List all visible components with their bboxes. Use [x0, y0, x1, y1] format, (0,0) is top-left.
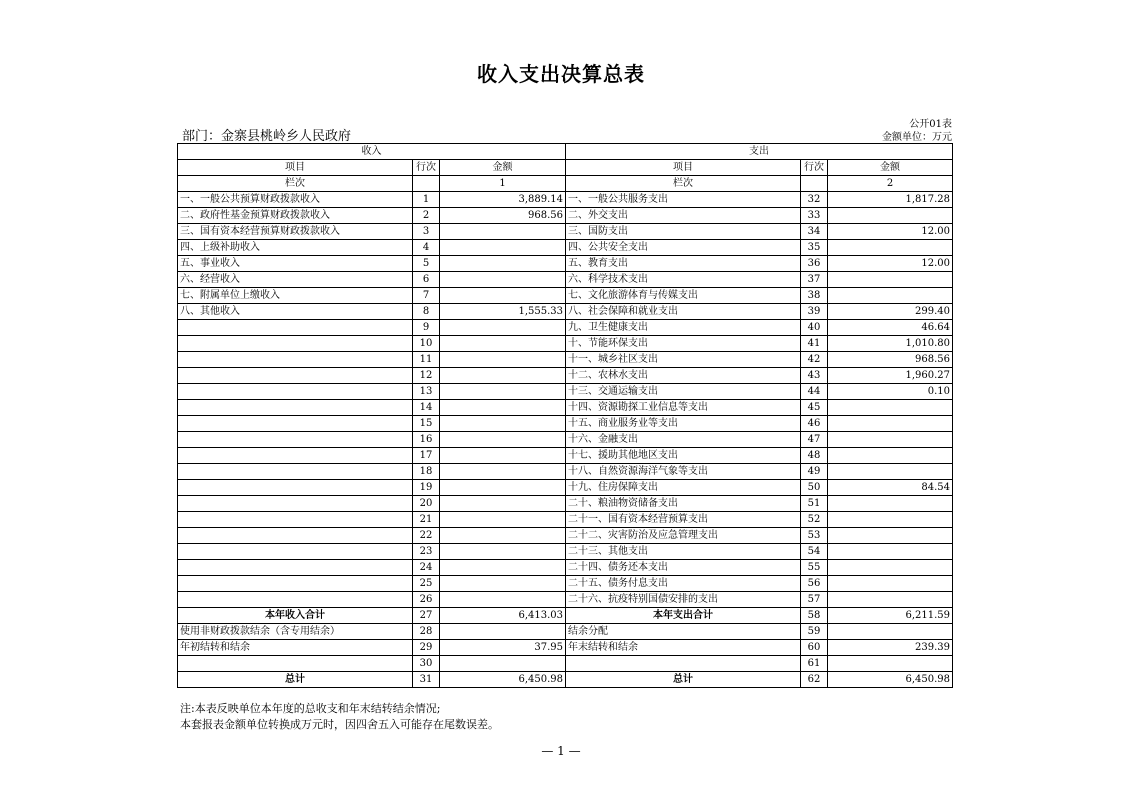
expense-line-cell: 41	[801, 336, 828, 352]
income-item-cell	[178, 480, 413, 496]
expense-amount-cell: 12.00	[828, 256, 953, 272]
table-row	[178, 512, 953, 528]
income-amount-cell: 3,889.14	[440, 192, 566, 208]
income-item-cell: 六、经营收入	[178, 272, 413, 288]
income-amount-cell	[440, 320, 566, 336]
income-amount-cell	[440, 656, 566, 672]
expense-item-header: 项目	[566, 160, 801, 176]
income-item-header: 项目	[178, 160, 413, 176]
income-amount-cell	[440, 384, 566, 400]
expense-item-cell: 二十二、灾害防治及应急管理支出	[566, 528, 801, 544]
expense-amount-cell	[828, 272, 953, 288]
table-row	[178, 272, 953, 288]
expense-item-cell: 十七、援助其他地区支出	[566, 448, 801, 464]
expense-item-cell: 十五、商业服务业等支出	[566, 416, 801, 432]
table-row	[178, 464, 953, 480]
income-amount-cell: 6,450.98	[440, 672, 566, 688]
expense-amount-cell	[828, 448, 953, 464]
expense-item-cell: 二、外交支出	[566, 208, 801, 224]
department-label: 部门：金寨县桃岭乡人民政府	[182, 129, 352, 144]
expense-item-cell: 十一、城乡社区支出	[566, 352, 801, 368]
income-item-cell	[178, 496, 413, 512]
expense-item-cell: 二十三、其他支出	[566, 544, 801, 560]
income-col-blank	[413, 176, 440, 192]
income-line-cell: 30	[413, 656, 440, 672]
income-col-label: 栏次	[178, 176, 413, 192]
expense-item-cell: 十八、自然资源海洋气象等支出	[566, 464, 801, 480]
income-item-cell: 四、上级补助收入	[178, 240, 413, 256]
table-row	[178, 624, 953, 640]
expense-amount-cell: 299.40	[828, 304, 953, 320]
expense-item-cell: 二十一、国有资本经营预算支出	[566, 512, 801, 528]
table-row	[178, 304, 953, 320]
expense-amount-header: 金额	[828, 160, 953, 176]
income-line-cell: 16	[413, 432, 440, 448]
expense-line-cell: 55	[801, 560, 828, 576]
expense-item-cell: 十二、农林水支出	[566, 368, 801, 384]
expense-amount-cell	[828, 432, 953, 448]
income-item-cell	[178, 448, 413, 464]
expense-item-cell: 结余分配	[566, 624, 801, 640]
table-row	[178, 384, 953, 400]
expense-item-cell: 十六、金融支出	[566, 432, 801, 448]
page-number: — 1 —	[541, 744, 581, 758]
table-row	[178, 288, 953, 304]
expense-amount-cell	[828, 528, 953, 544]
income-line-cell: 4	[413, 240, 440, 256]
table-row	[178, 480, 953, 496]
income-item-cell	[178, 592, 413, 608]
income-item-cell: 使用非财政拨款结余（含专用结余）	[178, 624, 413, 640]
table-column-index-row	[178, 176, 953, 192]
income-line-cell: 23	[413, 544, 440, 560]
income-line-cell: 1	[413, 192, 440, 208]
expense-amount-cell	[828, 656, 953, 672]
expense-item-cell: 十三、交通运输支出	[566, 384, 801, 400]
income-line-cell: 8	[413, 304, 440, 320]
table-row	[178, 224, 953, 240]
income-amount-cell	[440, 224, 566, 240]
expense-item-cell: 十、节能环保支出	[566, 336, 801, 352]
expense-amount-cell	[828, 624, 953, 640]
expense-col-index: 2	[828, 176, 953, 192]
expense-line-cell: 48	[801, 448, 828, 464]
income-item-cell	[178, 560, 413, 576]
income-item-cell	[178, 512, 413, 528]
expense-line-cell: 36	[801, 256, 828, 272]
income-amount-cell: 6,413.03	[440, 608, 566, 624]
expense-amount-cell	[828, 400, 953, 416]
table-row	[178, 432, 953, 448]
expense-line-cell: 45	[801, 400, 828, 416]
expense-line-cell: 34	[801, 224, 828, 240]
expense-amount-cell: 1,817.28	[828, 192, 953, 208]
table-row	[178, 544, 953, 560]
income-item-cell	[178, 432, 413, 448]
income-item-cell: 总计	[178, 672, 413, 688]
expense-line-cell: 50	[801, 480, 828, 496]
income-line-cell: 6	[413, 272, 440, 288]
income-line-cell: 9	[413, 320, 440, 336]
expense-amount-cell: 12.00	[828, 224, 953, 240]
income-item-cell: 八、其他收入	[178, 304, 413, 320]
income-amount-cell	[440, 464, 566, 480]
expense-amount-cell	[828, 496, 953, 512]
income-item-cell	[178, 416, 413, 432]
expense-amount-cell	[828, 288, 953, 304]
income-line-cell: 22	[413, 528, 440, 544]
income-amount-cell	[440, 240, 566, 256]
income-line-cell: 17	[413, 448, 440, 464]
expense-item-cell: 七、文化旅游体育与传媒支出	[566, 288, 801, 304]
table-row	[178, 208, 953, 224]
income-amount-cell	[440, 560, 566, 576]
table-row	[178, 608, 953, 624]
income-amount-cell	[440, 624, 566, 640]
expense-line-cell: 53	[801, 528, 828, 544]
expense-col-blank	[801, 176, 828, 192]
expense-line-cell: 56	[801, 576, 828, 592]
table-header-row	[178, 144, 953, 160]
expense-item-cell: 本年支出合计	[566, 608, 801, 624]
expense-line-cell: 47	[801, 432, 828, 448]
expense-header: 支出	[566, 144, 953, 160]
expense-line-cell: 40	[801, 320, 828, 336]
income-item-cell: 本年收入合计	[178, 608, 413, 624]
income-line-cell: 31	[413, 672, 440, 688]
expense-line-cell: 46	[801, 416, 828, 432]
expense-amount-cell: 239.39	[828, 640, 953, 656]
income-item-cell	[178, 384, 413, 400]
income-item-cell: 年初结转和结余	[178, 640, 413, 656]
table-row	[178, 416, 953, 432]
expense-item-cell: 总计	[566, 672, 801, 688]
expense-line-cell: 42	[801, 352, 828, 368]
expense-line-cell: 54	[801, 544, 828, 560]
income-amount-header: 金额	[440, 160, 566, 176]
table-row	[178, 368, 953, 384]
income-amount-cell	[440, 400, 566, 416]
income-item-cell: 七、附属单位上缴收入	[178, 288, 413, 304]
income-line-cell: 21	[413, 512, 440, 528]
expense-amount-cell	[828, 208, 953, 224]
expense-line-cell: 49	[801, 464, 828, 480]
income-item-cell: 一、一般公共预算财政拨款收入	[178, 192, 413, 208]
expense-amount-cell	[828, 416, 953, 432]
expense-amount-cell: 84.54	[828, 480, 953, 496]
income-line-cell: 10	[413, 336, 440, 352]
income-item-cell	[178, 576, 413, 592]
expense-item-cell: 十四、资源勘探工业信息等支出	[566, 400, 801, 416]
expense-amount-cell	[828, 512, 953, 528]
expense-line-cell: 43	[801, 368, 828, 384]
expense-line-cell: 37	[801, 272, 828, 288]
expense-item-cell: 四、公共安全支出	[566, 240, 801, 256]
expense-amount-cell	[828, 464, 953, 480]
expense-item-cell: 八、社会保障和就业支出	[566, 304, 801, 320]
form-number: 公开01表	[909, 119, 952, 130]
expense-amount-cell: 6,450.98	[828, 672, 953, 688]
note-line: 注:本表反映单位本年度的总收支和年末结转结余情况;	[180, 702, 441, 715]
income-line-cell: 12	[413, 368, 440, 384]
income-line-cell: 5	[413, 256, 440, 272]
table-row	[178, 656, 953, 672]
expense-line-cell: 61	[801, 656, 828, 672]
income-amount-cell	[440, 288, 566, 304]
table-row	[178, 320, 953, 336]
income-line-header: 行次	[413, 160, 440, 176]
expense-amount-cell	[828, 544, 953, 560]
income-amount-cell	[440, 432, 566, 448]
expense-item-cell: 三、国防支出	[566, 224, 801, 240]
income-amount-cell	[440, 368, 566, 384]
expense-line-cell: 60	[801, 640, 828, 656]
table-row	[178, 640, 953, 656]
table-row	[178, 448, 953, 464]
expense-line-cell: 51	[801, 496, 828, 512]
expense-amount-cell: 0.10	[828, 384, 953, 400]
table-row	[178, 576, 953, 592]
income-amount-cell	[440, 512, 566, 528]
income-amount-cell	[440, 496, 566, 512]
income-amount-cell	[440, 544, 566, 560]
income-line-cell: 27	[413, 608, 440, 624]
expense-item-cell: 年末结转和结余	[566, 640, 801, 656]
table-row	[178, 256, 953, 272]
expense-line-cell: 59	[801, 624, 828, 640]
table-row	[178, 352, 953, 368]
expense-amount-cell	[828, 592, 953, 608]
expense-item-cell	[566, 656, 801, 672]
expense-line-cell: 39	[801, 304, 828, 320]
income-line-cell: 25	[413, 576, 440, 592]
income-line-cell: 18	[413, 464, 440, 480]
expense-line-cell: 58	[801, 608, 828, 624]
expense-line-cell: 44	[801, 384, 828, 400]
income-item-cell	[178, 464, 413, 480]
income-item-cell	[178, 320, 413, 336]
expense-line-cell: 33	[801, 208, 828, 224]
expense-line-cell: 32	[801, 192, 828, 208]
income-item-cell	[178, 352, 413, 368]
expense-amount-cell: 968.56	[828, 352, 953, 368]
income-amount-cell	[440, 528, 566, 544]
income-item-cell	[178, 400, 413, 416]
income-item-cell: 五、事业收入	[178, 256, 413, 272]
table-row	[178, 336, 953, 352]
table-row	[178, 672, 953, 688]
income-line-cell: 29	[413, 640, 440, 656]
table-row	[178, 528, 953, 544]
table-row	[178, 592, 953, 608]
expense-line-cell: 57	[801, 592, 828, 608]
expense-item-cell: 二十四、债务还本支出	[566, 560, 801, 576]
note-line: 本套报表金额单位转换成万元时，因四舍五入可能存在尾数误差。	[180, 718, 499, 731]
income-item-cell: 二、政府性基金预算财政拨款收入	[178, 208, 413, 224]
income-amount-cell	[440, 272, 566, 288]
expense-amount-cell: 6,211.59	[828, 608, 953, 624]
income-item-cell	[178, 336, 413, 352]
income-item-cell	[178, 656, 413, 672]
income-line-cell: 2	[413, 208, 440, 224]
expense-item-cell: 五、教育支出	[566, 256, 801, 272]
income-item-cell	[178, 544, 413, 560]
expense-item-cell: 九、卫生健康支出	[566, 320, 801, 336]
expense-line-cell: 35	[801, 240, 828, 256]
expense-item-cell: 二十、粮油物资储备支出	[566, 496, 801, 512]
expense-amount-cell: 1,010.80	[828, 336, 953, 352]
expense-item-cell: 一、一般公共服务支出	[566, 192, 801, 208]
income-expense-table	[177, 143, 953, 688]
table-row	[178, 240, 953, 256]
income-col-index: 1	[440, 176, 566, 192]
table-column-row	[178, 160, 953, 176]
table-notes	[180, 701, 499, 733]
income-amount-cell	[440, 576, 566, 592]
income-line-cell: 28	[413, 624, 440, 640]
income-amount-cell	[440, 592, 566, 608]
income-line-cell: 13	[413, 384, 440, 400]
income-amount-cell: 968.56	[440, 208, 566, 224]
income-line-cell: 19	[413, 480, 440, 496]
income-line-cell: 3	[413, 224, 440, 240]
income-line-cell: 14	[413, 400, 440, 416]
income-amount-cell	[440, 448, 566, 464]
expense-amount-cell: 46.64	[828, 320, 953, 336]
income-item-cell	[178, 368, 413, 384]
table-row	[178, 192, 953, 208]
income-line-cell: 26	[413, 592, 440, 608]
income-amount-cell	[440, 416, 566, 432]
income-amount-cell	[440, 256, 566, 272]
income-line-cell: 20	[413, 496, 440, 512]
expense-line-cell: 52	[801, 512, 828, 528]
expense-amount-cell	[828, 240, 953, 256]
income-amount-cell: 1,555.33	[440, 304, 566, 320]
income-header: 收入	[178, 144, 566, 160]
income-line-cell: 24	[413, 560, 440, 576]
expense-amount-cell: 1,960.27	[828, 368, 953, 384]
income-line-cell: 7	[413, 288, 440, 304]
expense-item-cell: 二十六、抗疫特别国债安排的支出	[566, 592, 801, 608]
income-item-cell	[178, 528, 413, 544]
amount-unit-label: 金额单位：万元	[882, 132, 952, 143]
income-amount-cell	[440, 480, 566, 496]
expense-col-label: 栏次	[566, 176, 801, 192]
expense-item-cell: 二十五、债务付息支出	[566, 576, 801, 592]
income-line-cell: 15	[413, 416, 440, 432]
expense-amount-cell	[828, 560, 953, 576]
table-row	[178, 400, 953, 416]
table-row	[178, 496, 953, 512]
expense-amount-cell	[828, 576, 953, 592]
report-title: 收入支出决算总表	[477, 62, 645, 86]
income-amount-cell: 37.95	[440, 640, 566, 656]
income-item-cell: 三、国有资本经营预算财政拨款收入	[178, 224, 413, 240]
income-amount-cell	[440, 352, 566, 368]
income-line-cell: 11	[413, 352, 440, 368]
expense-line-cell: 62	[801, 672, 828, 688]
income-amount-cell	[440, 336, 566, 352]
expense-line-header: 行次	[801, 160, 828, 176]
table-row	[178, 560, 953, 576]
expense-line-cell: 38	[801, 288, 828, 304]
expense-item-cell: 十九、住房保障支出	[566, 480, 801, 496]
expense-item-cell: 六、科学技术支出	[566, 272, 801, 288]
